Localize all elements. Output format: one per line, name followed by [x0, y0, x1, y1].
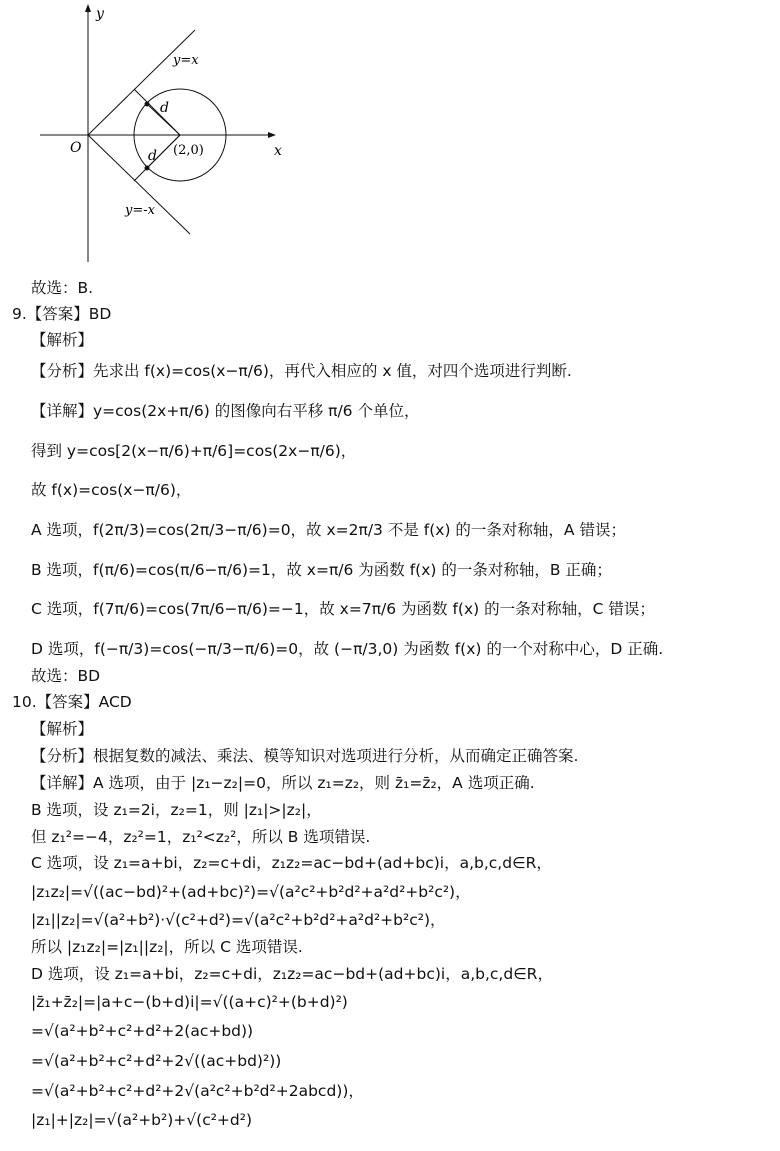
- text-line: |z₁|+|z₂|=√(a²+b²)+√(c²+d²): [31, 1111, 253, 1129]
- text-line: C 选项，f(7π/6)=cos(7π/6−π/6)=−1，故 x=7π/6 为函数 f(x) 的一条对称轴，C 错误；: [31, 600, 655, 618]
- text-line: 【详解】y=cos(2x+π/6) 的图像向右平移 π/6 个单位，: [31, 402, 420, 420]
- d-label-lower: d: [148, 148, 157, 164]
- text-line: 10.【答案】ACD: [12, 693, 132, 711]
- text-line: =√(a²+b²+c²+d²+2√(a²c²+b²d²+2abcd))，: [31, 1082, 364, 1100]
- text-line: |z̄₁+z̄₂|=|a+c−(b+d)i|=√((a+c)²+(b+d)²): [31, 993, 348, 1011]
- text-line: D 选项，设 z₁=a+bi，z₂=c+di，z₁z₂=ac−bd+(ad+bc)i，a,b,c,d∈R，: [31, 965, 553, 983]
- text-line: A 选项，f(2π/3)=cos(2π/3−π/6)=0，故 x=2π/3 不是 f(x) 的一条对称轴，A 错误；: [31, 521, 626, 539]
- d-label-upper: d: [160, 100, 169, 116]
- text-line: 所以 |z₁z₂|=|z₁||z₂|，所以 C 选项错误.: [31, 938, 303, 956]
- text-line: 【解析】: [31, 720, 94, 738]
- text-line: |z₁||z₂|=√(a²+b²)·√(c²+d²)=√(a²c²+b²d²+a²d²+b²c²)，: [31, 911, 446, 929]
- center-label: (2,0): [173, 143, 204, 158]
- text-line: B 选项，f(π/6)=cos(π/6−π/6)=1，故 x=π/6 为函数 f(x) 的一条对称轴，B 正确；: [31, 561, 612, 579]
- text-line: C 选项，设 z₁=a+bi，z₂=c+di，z₁z₂=ac−bd+(ad+bc)i，a,b,c,d∈R，: [31, 854, 552, 872]
- text-line: 得到 y=cos[2(x−π/6)+π/6]=cos(2x−π/6)，: [31, 442, 357, 460]
- y-axis-label: y: [96, 6, 104, 22]
- text-line: 9.【答案】BD: [12, 305, 112, 323]
- origin-label: O: [70, 140, 82, 156]
- text-line: 故选：B.: [31, 279, 94, 297]
- text-line: B 选项，设 z₁=2i，z₂=1，则 |z₁|>|z₂|，: [31, 801, 322, 819]
- text-line: 故选：BD: [31, 667, 101, 685]
- text-line: 但 z₁²=−4，z₂²=1，z₁²<z₂²，所以 B 选项错误.: [31, 828, 371, 846]
- x-axis-label: x: [274, 143, 282, 159]
- coordinate-figure: [0, 0, 320, 270]
- text-line: 【详解】A 选项，由于 |z₁−z₂|=0，所以 z₁=z₂，则 z̄₁=z̄₂，A 选项正确.: [31, 774, 535, 792]
- line-lower-label: y=-x: [125, 203, 155, 218]
- line-upper-label: y=x: [173, 53, 199, 68]
- text-line: 【分析】先求出 f(x)=cos(x−π/6)，再代入相应的 x 值，对四个选项进行判断.: [31, 362, 572, 380]
- text-line: |z₁z₂|=√((ac−bd)²+(ad+bc)²)=√(a²c²+b²d²+a²d²+b²c²)，: [31, 883, 471, 901]
- text-line: =√(a²+b²+c²+d²+2(ac+bd)): [31, 1022, 254, 1040]
- text-line: D 选项，f(−π/3)=cos(−π/3−π/6)=0，故 (−π/3,0) 为函数 f(x) 的一个对称中心，D 正确.: [31, 640, 664, 658]
- text-line: 故 f(x)=cos(x−π/6)，: [31, 481, 192, 499]
- text-line: 【解析】: [31, 331, 94, 349]
- text-line: 【分析】根据复数的减法、乘法、模等知识对选项进行分析，从而确定正确答案.: [31, 747, 579, 765]
- text-line: =√(a²+b²+c²+d²+2√((ac+bd)²)): [31, 1052, 282, 1070]
